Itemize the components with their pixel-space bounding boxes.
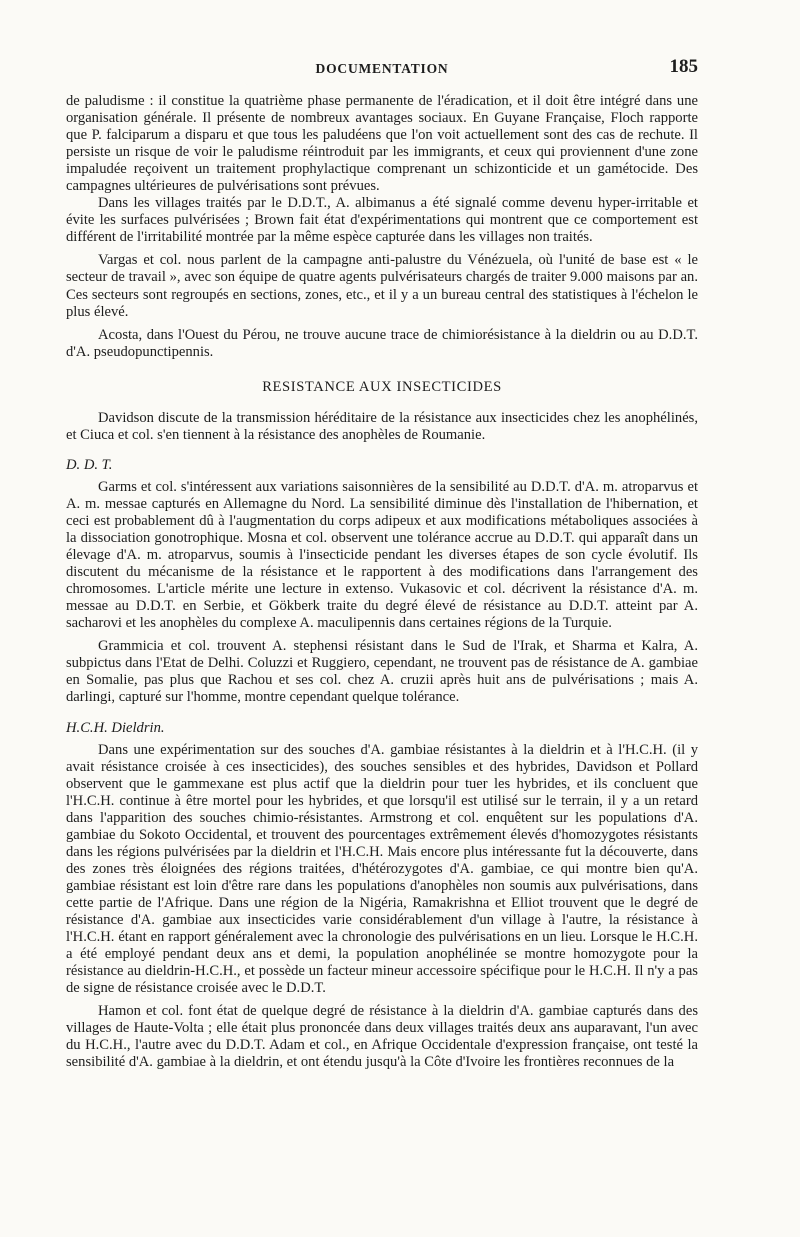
paragraph: Dans une expérimentation sur des souches d'A. gambiae résistantes à la dieldrin et à l'H.C.H. (il y avait résistance croisée à ces insecticides), des souches sensibles et des hybrides, Davidson et Pollard observent que le gammexane est plus actif que la dieldrin pour tuer les hybrides, et ils concluent que l'H.C.H. continue à être mortel pour les hybrides, et que lorsqu'il est utilisé sur le terrain, il y a un retard dans l'apparition des souches chimio-résistantes. Armstrong et col. enquêtent sur les populations d'A. gambiae du Sokoto Occidental, et trouvent des pourcentages extrêmement élevés d'homozygotes résistants dans les régions pulvérisées par la dieldrin et l'H.C.H. Mais encore plus intéressante fut la découverte, dans des zones très éloignées des régions traitées, d'hétérozygotes d'A. gambiae, ce qui montre bien qu'A. gambiae résistant est loin d'être rare dans les populations d'anophèles non soumis aux pulvérisations, dans cette partie de l'Afrique. Dans une région de la Nigéria, Ramakrishna et Elliot trouvent que le degré de résistance d'A. gambiae aux insecticides varie considérablement d'un village à l'autre, la résistance à l'H.C.H. étant en rapport généralement avec la chronologie des pulvérisations en un lieu. Lorsque le H.C.H. a été employé pendant deux ans et demi, la population anophélinée se montre homozygote pour la résistance au dieldrin-H.C.H., et possède un facteur mineur accessoire spécifique pour le H.C.H. Il n'y a pas de signe de résistance croisée avec le D.D.T. [66,741,698,997]
page-number: 185 [669,56,698,77]
paragraph: Dans les villages traités par le D.D.T., A. albimanus a été signalé comme devenu hyper-irritable et évite les surfaces pulvérisées ; Brown fait état d'expérimentations qui montrent que ce comportement est différent de l'irritabilité montrée par la même espèce capturée dans les villages non traités. [66,195,698,246]
paragraph: Acosta, dans l'Ouest du Pérou, ne trouve aucune trace de chimiorésistance à la dieldrin ou au D.D.T. d'A. pseudopunctipennis. [66,326,698,360]
paragraph: Grammicia et col. trouvent A. stephensi résistant dans le Sud de l'Irak, et Sharma et Kalra, A. subpictus dans l'Etat de Delhi. Coluzzi et Ruggiero, cependant, ne trouvent pas de résistance de A. gambiae en Somalie, pas plus que Rachou et ses col. chez A. cruzii après huit ans de pulvérisations ; mais A. darlingi, capturé sur l'homme, montre cependant quelque tolérance. [66,638,698,706]
paragraph: Hamon et col. font état de quelque degré de résistance à la dieldrin d'A. gambiae capturés dans des villages de Haute-Volta ; elle était plus prononcée dans deux villages traités deux ans auparavant, l'un avec du H.C.H., l'autre avec du D.D.T. Adam et col., en Afrique Occidentale d'expression française, ont testé la sensibilité d'A. gambiae à la dieldrin, et ont étendu jusqu'à la Côte d'Ivoire les frontières reconnues de la [66,1003,698,1071]
subsection-heading: D. D. T. [66,456,113,473]
paragraph: de paludisme : il constitue la quatrième phase permanente de l'éradication, et il doit être intégré dans une organisation générale. Il présente de nombreux avantages sociaux. En Guyane Française, Floch rapporte que P. falciparum a disparu et que tous les paludéens que l'on voit actuellement sont des cas de rechute. Il persiste un risque de voir le paludisme réintroduit par les immigrants, et ceux qui proviennent d'une zone impaludée reçoivent un traitement prophylactique comprenant un schizonticide et un gamétocide. Des campagnes ultérieures de pulvérisations sont prévues. [66,93,698,195]
paragraph: Davidson discute de la transmission héréditaire de la résistance aux insecticides chez les anophélinés, et Ciuca et col. s'en tiennent à la résistance des anophèles de Roumanie. [66,409,698,443]
page-header [66,56,698,82]
article-body [66,93,698,1071]
paragraph: Vargas et col. nous parlent de la campagne anti-palustre du Vénézuela, où l'unité de base est « le secteur de travail », avec son équipe de quatre agents pulvérisateurs chargés de traiter 9.000 maisons par an. Ces secteurs sont regroupés en sections, zones, etc., et il y a un bureau central des statistiques à l'échelon le plus élevé. [66,252,698,320]
running-head: DOCUMENTATION [315,61,449,76]
subsection-heading: H.C.H. Dieldrin. [66,719,165,736]
paragraph: Garms et col. s'intéressent aux variations saisonnières de la sensibilité au D.D.T. d'A. m. atroparvus et A. m. messae capturés en Allemagne du Nord. La sensibilité diminue dès l'installation de l'hibernation, et ceci est probablement dû à l'augmentation du corps adipeux et aux modifications métaboliques associées à la dissociation gonotrophique. Mosna et col. observent une tolérance accrue au D.D.T. qui apparaît dans un élevage d'A. m. atroparvus, soumis à l'insecticide pendant les diverses étapes de son cycle évolutif. Ils discutent du mécanisme de la résistance et le rapportent à des modifications dans l'arrangement des chromosomes. L'article mérite une lecture in extenso. Vukasovic et col. décrivent la résistance d'A. m. messae au D.D.T. en Serbie, et Gökberk traite du degré élevé de résistance au D.D.T. atteint par A. sacharovi et les anophèles du complexe A. maculipennis dans certaines régions de la Turquie. [66,478,698,632]
section-heading: RESISTANCE AUX INSECTICIDES [262,378,502,395]
